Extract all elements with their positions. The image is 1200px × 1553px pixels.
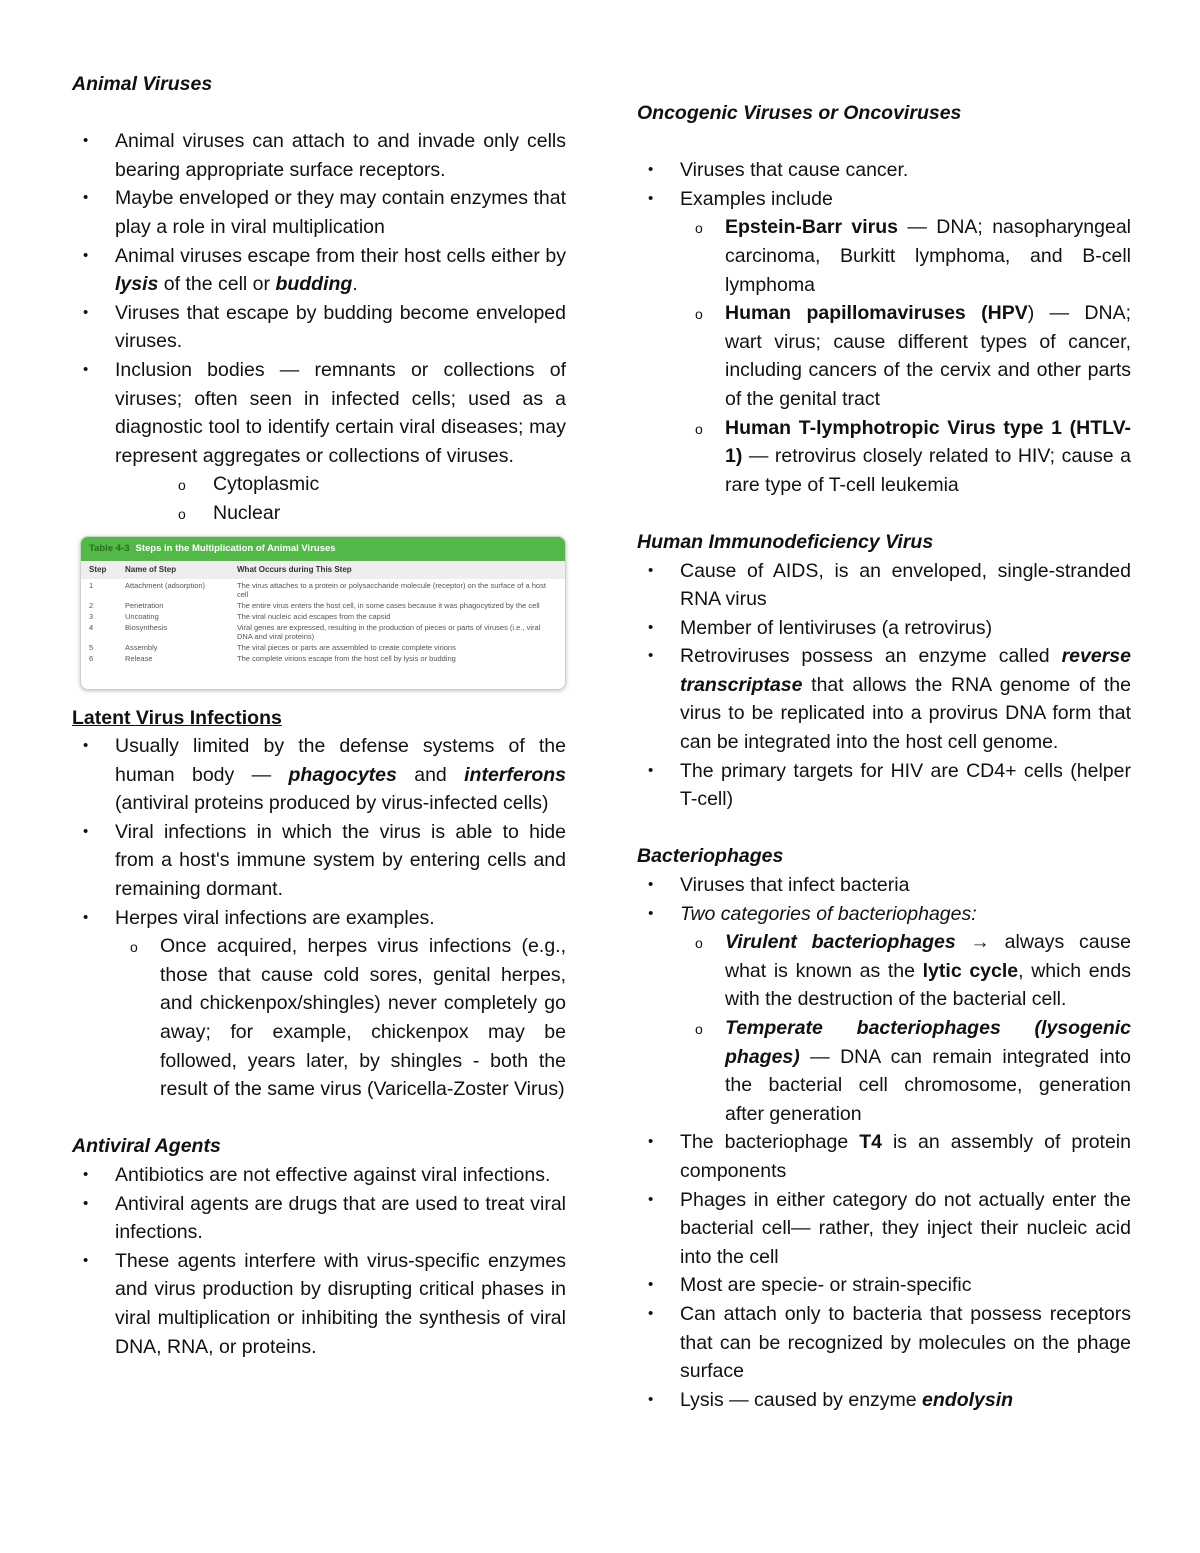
list-item: o Temperate bacteriophages (lysogenic phages) — DNA can remain integrated into the bacterial cell chromosome, generation after generation xyxy=(637,1014,1131,1128)
list-item: • Viruses that infect bacteria xyxy=(637,871,1131,900)
oncogenic-viruses-list xyxy=(637,156,1131,499)
list-item: • Cause of AIDS, is an enveloped, single-stranded RNA virus xyxy=(637,557,1131,614)
table-row: 3 Uncoating The viral nucleic acid escapes from the capsid xyxy=(89,611,391,621)
table-row: 2 Penetration The entire virus enters the host cell, in some cases because it was phagocytized by the cell xyxy=(89,600,540,610)
table-row: 5 Assembly The viral pieces or parts are assembled to create complete virions xyxy=(89,642,456,652)
animal-viruses-heading: Animal Viruses xyxy=(72,73,213,95)
list-item: o Human papillomaviruses (HPV) — DNA; wart virus; cause different types of cancer, including cancers of the cervix and other parts of the genital tract xyxy=(637,299,1131,413)
list-item: • These agents interfere with virus-specific enzymes and virus production by disrupting critical phases in viral multiplication or inhibiting the synthesis of viral DNA, RNA, or proteins. xyxy=(72,1247,566,1361)
left-column xyxy=(72,70,566,1361)
list-item: • Antibiotics are not effective against viral infections. xyxy=(72,1161,566,1190)
multiplication-steps-table xyxy=(80,536,566,690)
table-row: 4 Biosynthesis Viral genes are expressed, resulting in the production of pieces or parts of viruses (i.e., viral DNA and viral proteins) xyxy=(89,622,541,641)
antiviral-agents-list xyxy=(72,1161,566,1361)
table-row: 6 Release The complete virions escape from the host cell by lysis or budding xyxy=(89,653,456,663)
list-item: • Usually limited by the defense systems of the human body — phagocytes and interferons (antiviral proteins produced by virus-infected cells) xyxy=(72,732,566,818)
bacteriophages-heading: Bacteriophages xyxy=(637,845,784,868)
list-item: • Inclusion bodies — remnants or collections of viruses; often seen in infected cells; used as a diagnostic tool to identify certain viral diseases; may represent aggregates or collections of viruses. xyxy=(72,356,566,470)
budding-term: budding xyxy=(275,273,353,296)
list-item: o Epstein-Barr virus — DNA; nasopharyngeal carcinoma, Burkitt lymphoma, and B-cell lymphoma xyxy=(637,213,1131,299)
list-item: o Human T-lymphotropic Virus type 1 (HTLV-1) — retrovirus closely related to HIV; cause a rare type of T-cell leukemia xyxy=(637,414,1131,500)
list-item: • Viruses that cause cancer. xyxy=(637,156,1131,185)
column-header: What Occurs during This Step xyxy=(237,565,352,574)
list-item: • Retroviruses possess an enzyme called reverse transcriptase that allows the RNA genome of the virus to be replicated into a provirus DNA form that can be integrated into the host cell genome. xyxy=(637,642,1131,756)
list-item: • Member of lentiviruses (a retrovirus) xyxy=(637,614,1131,643)
column-header: Name of Step xyxy=(125,565,177,574)
lysis-term: lysis xyxy=(115,273,159,296)
list-item: • Animal viruses can attach to and invade only cells bearing appropriate surface receptors. xyxy=(72,127,566,184)
list-item: • Two categories of bacteriophages: xyxy=(637,900,1131,929)
list-item: o Virulent bacteriophages → always cause what is known as the lytic cycle, which ends with the destruction of the bacterial cell. xyxy=(637,928,1131,1014)
right-column xyxy=(637,99,1131,1414)
table-column-headers xyxy=(81,561,565,579)
hiv-list xyxy=(637,557,1131,814)
table-number: Table 4-3 xyxy=(89,543,130,554)
list-item: • The bacteriophage T4 is an assembly of protein components xyxy=(637,1128,1131,1185)
interferons-term: interferons xyxy=(464,763,566,786)
table-header xyxy=(81,537,565,561)
latent-infections-list xyxy=(72,732,566,1104)
list-item: o Once acquired, herpes virus infections (e.g., those that cause cold sores, genital herpes, and chickenpox/shingles) never completely go away; for example, chickenpox may be followed, years later, by shingles - both the result of the same virus (Varicella-Zoster Virus) xyxy=(72,932,566,1104)
list-item: • Lysis — caused by enzyme endolysin xyxy=(637,1386,1131,1415)
list-item: • Can attach only to bacteria that possess receptors that can be recognized by molecules on the phage surface xyxy=(637,1300,1131,1386)
hiv-heading: Human Immunodeficiency Virus xyxy=(637,530,934,553)
table-title: Steps in the Multiplication of Animal Viruses xyxy=(135,543,336,554)
list-item: • Maybe enveloped or they may contain enzymes that play a role in viral multiplication xyxy=(72,184,566,241)
column-header: Step xyxy=(89,565,107,574)
table-row: 1 Attachment (adsorption) The virus attaches to a protein or polysaccharide molecule (receptor) on the surface of a host cell xyxy=(89,580,546,599)
oncogenic-viruses-heading: Oncogenic Viruses or Oncoviruses xyxy=(637,102,962,124)
antiviral-agents-heading: Antiviral Agents xyxy=(72,1135,221,1158)
list-item: o Nuclear xyxy=(72,499,566,528)
reverse-transcriptase-term: reverse transcriptase xyxy=(680,645,1131,696)
list-item: o Cytoplasmic xyxy=(72,470,566,499)
list-item: • Phages in either category do not actually enter the bacterial cell— rather, they inject their nucleic acid into the cell xyxy=(637,1186,1131,1272)
bacteriophages-list xyxy=(637,871,1131,1414)
endolysin-term: endolysin xyxy=(922,1388,1014,1411)
list-item: • Antiviral agents are drugs that are used to treat viral infections. xyxy=(72,1190,566,1247)
animal-viruses-list xyxy=(72,127,566,470)
list-item: • Viral infections in which the virus is able to hide from a host's immune system by entering cells and remaining dormant. xyxy=(72,818,566,904)
list-item: • The primary targets for HIV are CD4+ cells (helper T-cell) xyxy=(637,757,1131,814)
latent-infections-heading: Latent Virus Infections xyxy=(72,706,282,729)
list-item: • Viruses that escape by budding become enveloped viruses. xyxy=(72,299,566,356)
inclusion-bodies-sublist xyxy=(72,470,566,527)
list-item: • Animal viruses escape from their host cells either by lysis of the cell or budding. xyxy=(72,242,566,299)
phagocytes-term: phagocytes xyxy=(288,763,397,786)
list-item: • Herpes viral infections are examples. xyxy=(72,904,566,933)
list-item: • Examples include xyxy=(637,185,1131,214)
list-item: • Most are specie- or strain-specific xyxy=(637,1271,1131,1300)
